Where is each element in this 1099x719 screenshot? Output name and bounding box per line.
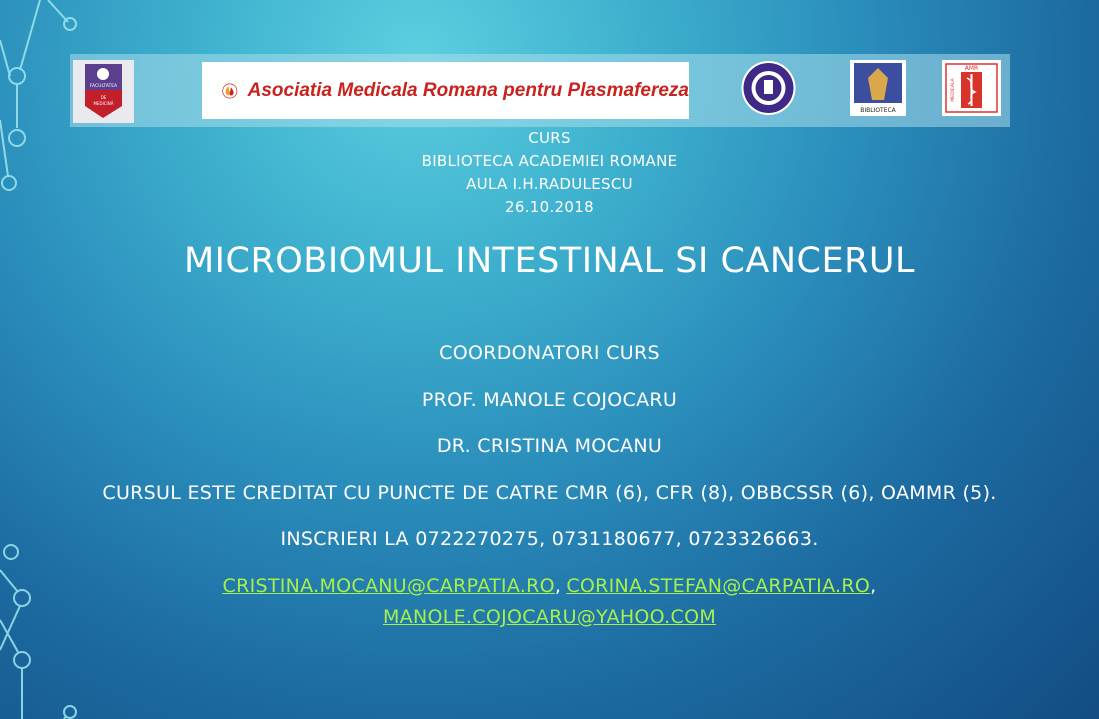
university-seal-logo [740,60,797,116]
event-type: CURS [528,129,571,147]
event-hall: AULA I.H.RADULESCU [466,175,633,193]
email-separator: , [870,575,877,597]
email-link-corina[interactable]: CORINA.STEFAN@CARPATIA.RO [566,575,871,597]
faculty-medicine-logo [73,60,134,123]
email-line-1 [0,575,1099,597]
amr-logo [942,60,1001,116]
svg-text:DE: DE [100,95,107,100]
email-link-manole[interactable]: MANOLE.COJOCARU@YAHOO.COM [382,606,717,628]
event-location: BIBLIOTECA ACADEMIEI ROMANE [421,152,678,170]
event-info [0,127,1099,219]
drop-logo-icon [222,68,238,114]
svg-text:BIBLIOTECA: BIBLIOTECA [860,107,896,114]
coordinator-1: PROF. MANOLE COJOCARU [421,389,678,411]
email-separator: , [554,575,562,597]
svg-text:MEDICINĂ: MEDICINĂ [93,101,114,106]
registration-text: INSCRIERI LA 0722270275, 0731180677, 0723326663. [280,528,819,550]
email-link-cristina[interactable]: CRISTINA.MOCANU@CARPATIA.RO [222,575,555,597]
credit-text: CURSUL ESTE CREDITAT CU PUNCTE DE CATRE CMR (6), CFR (8), OBBCSSR (6), OAMMR (5). [102,482,997,504]
amrp-logo-text: Asociatia Medicala Romana pentru Plasmafereza [247,79,689,101]
coordinator-2: DR. CRISTINA MOCANU [436,435,663,457]
library-logo [850,60,906,116]
page-title: MICROBIOMUL INTESTINAL SI CANCERUL [183,241,916,281]
amrp-logo [202,62,689,119]
event-date: 26.10.2018 [505,198,594,216]
svg-text:FACULTATEA: FACULTATEA [89,84,118,89]
svg-text:AMR: AMR [964,65,979,72]
email-line-2 [0,606,1099,628]
svg-text:MEDICALA: MEDICALA [951,78,956,102]
coordinators-heading: COORDONATORI CURS [439,342,660,364]
